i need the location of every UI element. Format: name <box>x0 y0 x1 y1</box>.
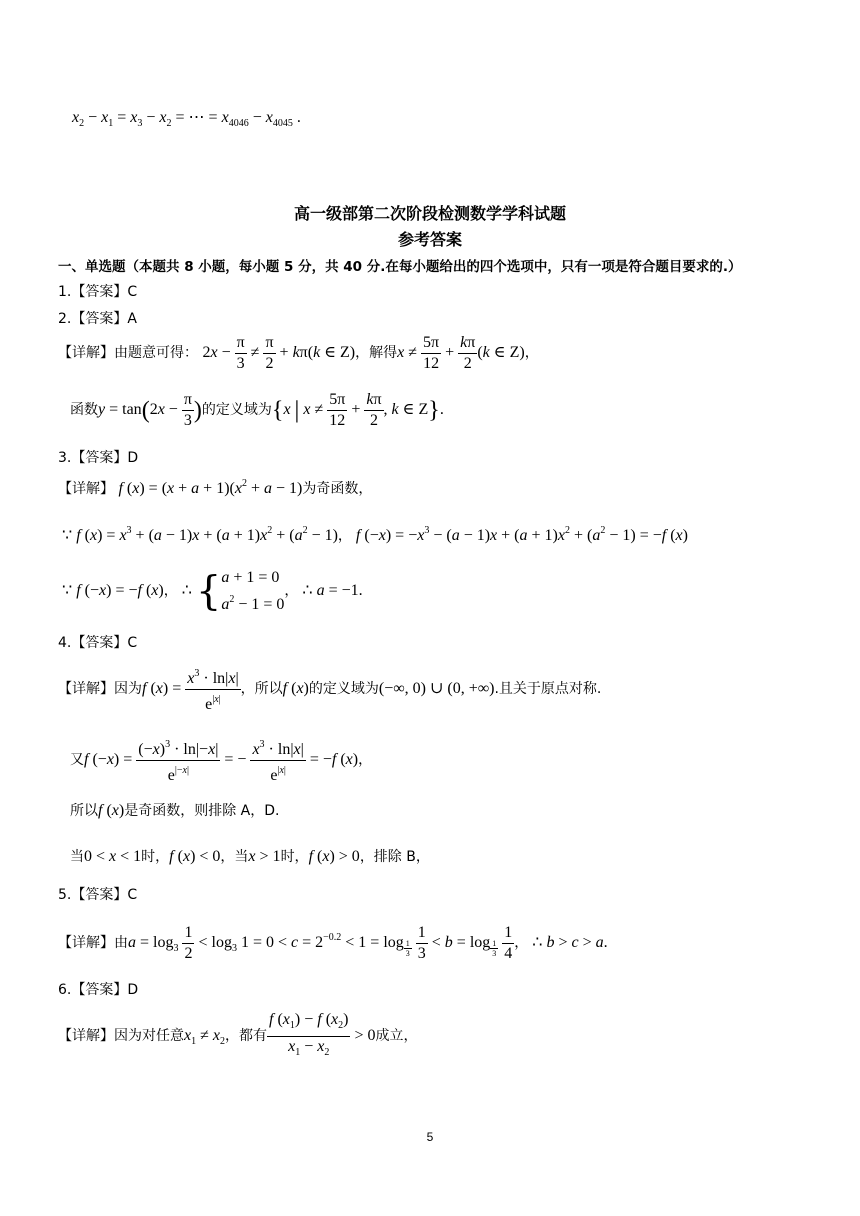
detail-label: 【详解】 <box>58 1028 114 1045</box>
page-title: 高一级部第二次阶段检测数学学科试题 <box>293 204 566 223</box>
q4-text: 因为 <box>114 681 142 698</box>
q3-function: f $(x) = (x + a + 1)(x^2 + a - 1)$ <box>118 478 303 497</box>
answer-2: 2.【答案】A <box>58 311 137 327</box>
q4-f: f (x) <box>98 802 125 819</box>
detail-label: 【详解】 <box>58 935 114 951</box>
q4-domain: (−∞, 0) ∪ (0, +∞) <box>378 680 495 698</box>
q4-text: .且关于原点对称. <box>494 681 602 698</box>
q6-condition: $x_1 \ne x_2$ <box>184 1027 225 1048</box>
q4-text: 时， <box>280 849 309 865</box>
q4-text: 是奇函数，则排除 A，D. <box>124 803 280 819</box>
q3-expansion: ∵ f $(x) = x^3 + (a - 1)x + (a + 1)x^2 + (a^2 - 1)$， f $(-x) = -x^3 - (a - 1)x + (a + 1)x^2 + (a^2 - 1) = -f$ (x) <box>62 525 688 544</box>
q2-text: 函数 <box>70 402 98 419</box>
q2-text: ，解得 <box>355 345 398 362</box>
q2-solution: x ≠ $\frac{5\pi}{12}$ + $\frac{k\pi}{2}$ (k ∈ Z) <box>397 334 525 372</box>
q2-text: 的定义域为 <box>201 402 272 419</box>
q4-function: f (x) = $\frac{x^3 \cdot \ln|x|}{e^{|x|}}$ <box>142 668 239 713</box>
q4-detail-line4: 当0 < x < 1时，f (x) < 0，当x > 1时，f (x) > 0，排除 B， <box>70 848 430 865</box>
q4-text: 时， <box>141 849 170 865</box>
q4-text: 的定义域为 <box>308 681 379 698</box>
page-number: 5 <box>426 1130 434 1144</box>
q3-conclusion: ∵ f (−x) = −f (x)， ∴ { a + 1 = 0 $a^2 - 1 = 0$ ， ∴ a = −1. <box>62 568 363 615</box>
q4-text: ，当 <box>220 849 249 865</box>
q4-detail-line3 <box>70 800 279 820</box>
page-subtitle: 参考答案 <box>397 230 462 249</box>
q4-text: 又 <box>70 752 84 769</box>
q4-odd-check: f (−x) = $\frac{(-x)^3 \cdot \ln|-x|}{e^{|-x|}}$ = − $\frac{x^3 \cdot \ln|x|}{e^{|x|}}$ = −f (x) <box>84 739 359 784</box>
answer-4: 4.【答案】C <box>58 635 138 651</box>
q4-detail-line1 <box>58 664 601 712</box>
top-equation: $x_2 - x_1 = x_3 - x_2$ = ⋯ = $x_{4046} - x_{4045}$ . <box>72 109 301 129</box>
q5-detail-line1 <box>58 914 608 962</box>
answer-3: 3.【答案】D <box>58 450 139 466</box>
q5-comparison: $a = \log_3$ $\frac{1}{2}$ < $\log_3 1 = 0 < c = 2^{-0.2} < 1 = \log$ $_{\frac{1}{3}}$ $\frac{1}{3}$ < b = log $_{\frac{1}{3}}$ $\frac{1}{4}$ ， ∴ b > c > a. <box>128 923 608 962</box>
detail-label: 【详解】 <box>58 345 114 362</box>
q4-text: ，所以 <box>240 681 283 698</box>
q4-text: 所以 <box>70 803 98 819</box>
q4-text: ，排除 B， <box>359 849 430 865</box>
q2-detail-line2 <box>70 390 444 430</box>
q6-detail-line1 <box>58 1010 418 1058</box>
q2-detail-line1: 【详解】由题意可得： 2x − $\frac{\pi}{3}$ ≠ $\frac{\pi}{2}$ + kπ(k ∈ Z)，解得x ≠ $\frac{5\pi}{12}$ + $\frac{k\pi}{2}$ (k ∈ Z)， <box>58 334 539 372</box>
q5-text: 由 <box>114 935 128 951</box>
q6-inequality: $\frac{f (x_1) - f (x_2)}{x_1 - x_2}$ > 0 <box>267 1027 376 1044</box>
q4-text: 当 <box>70 849 84 865</box>
q4-f: f (x) <box>282 680 309 698</box>
answer-5: 5.【答案】C <box>58 887 138 903</box>
section-heading: 一、单选题（本题共 8 小题，每小题 5 分，共 40 分.在每小题给出的四个选项中，只有一项是符合题目要求的.） <box>58 259 742 275</box>
answer-6: 6.【答案】D <box>58 982 139 998</box>
detail-label: 【详解】 <box>58 681 114 698</box>
detail-label: 【详解】 <box>58 481 114 497</box>
q4-detail-line2: 又f (−x) = $\frac{(-x)^3 \cdot \ln|-x|}{e^{|-x|}}$ = − $\frac{x^3 \cdot \ln|x|}{e^{|x|}}$ = −f (x)， <box>70 739 373 784</box>
q2-inequality: 2x − $\frac{\pi}{3}$ ≠ $\frac{\pi}{2}$ + kπ(k ∈ Z) <box>202 334 356 372</box>
q3-detail-line1 <box>58 478 372 498</box>
q6-text: 因为对任意 <box>114 1028 184 1045</box>
answer-1: 1.【答案】C <box>58 284 138 300</box>
q6-text: ，都有 <box>225 1028 267 1045</box>
q2-text: 由题意可得： <box>114 345 198 362</box>
q2-domain: {x | x ≠ $\frac{5\pi}{12}$ + $\frac{k\pi}{2}$ , k ∈ Z}. <box>271 391 444 429</box>
q6-text: 成立， <box>375 1028 418 1045</box>
q3-text: 为奇函数， <box>302 481 373 497</box>
q2-function: y = tan(2x − $\frac{\pi}{3}$ ) <box>98 391 202 429</box>
